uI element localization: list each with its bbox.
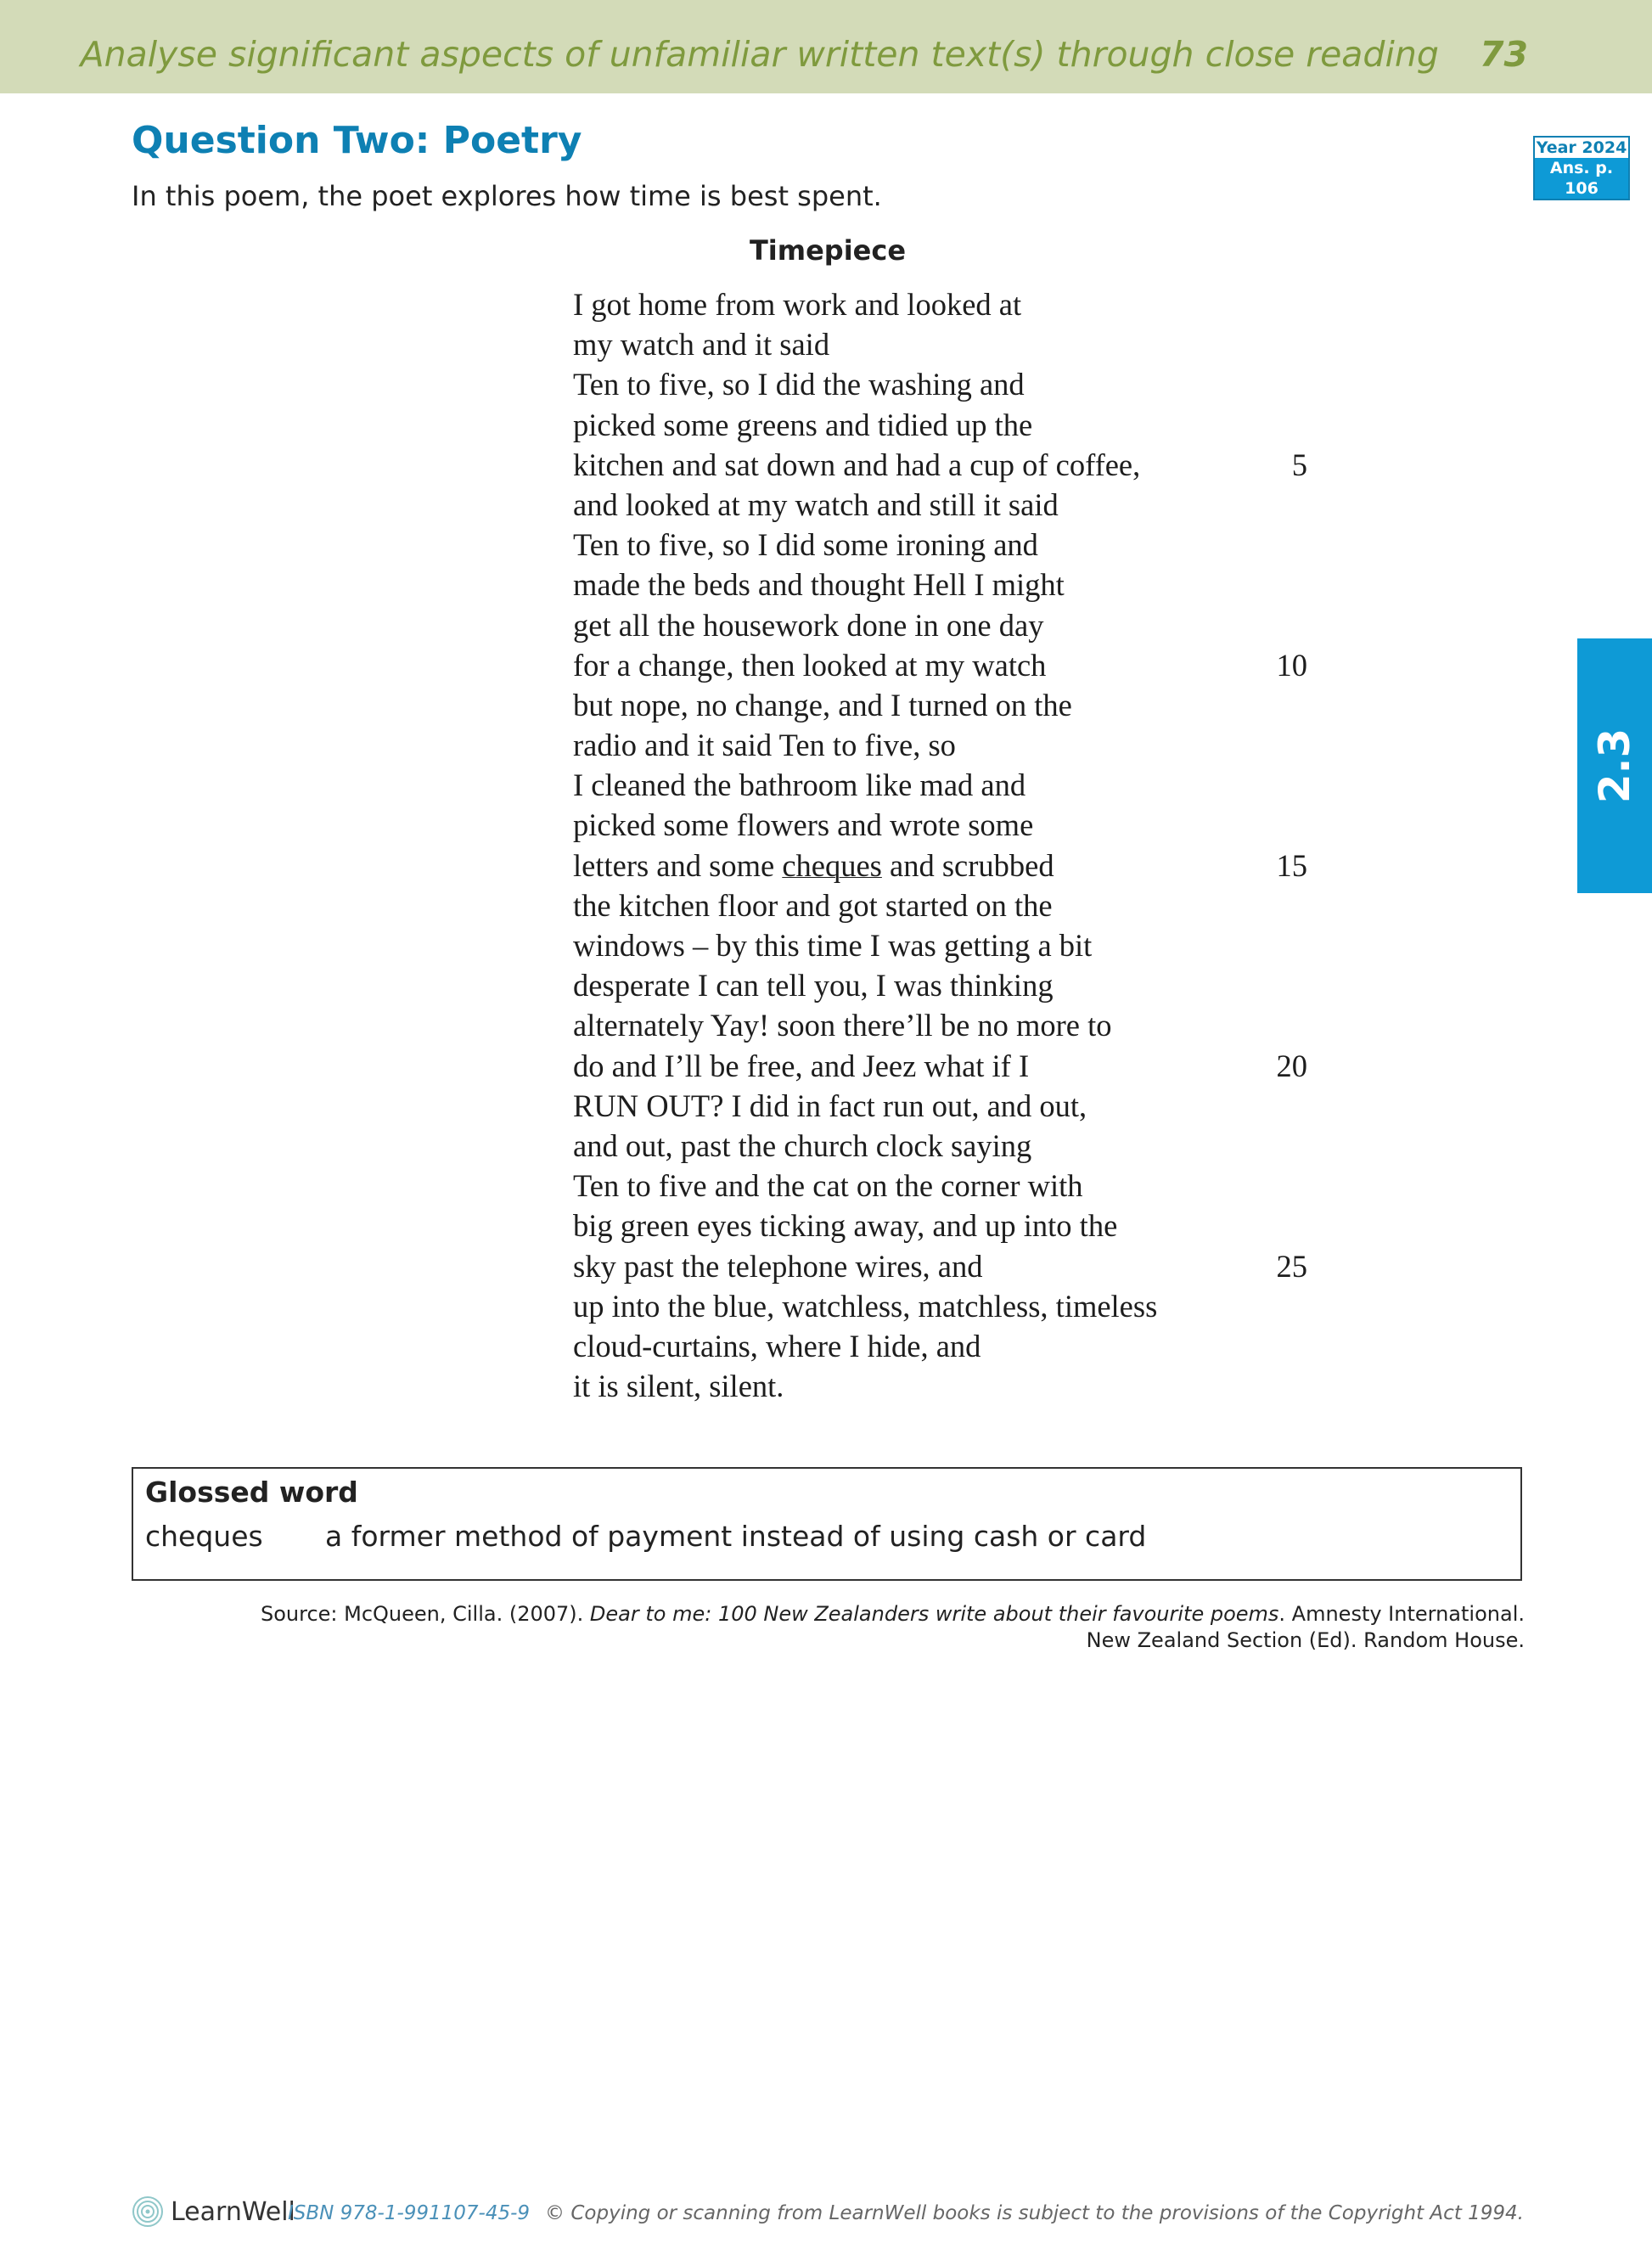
poem-line-number bbox=[1256, 1005, 1307, 1045]
poem-line: but nope, no change, and I turned on the bbox=[573, 687, 1072, 722]
footer-note bbox=[288, 2202, 1524, 2224]
copyright-notice: © Copying or scanning from LearnWell books is subject to the provisions of the Copyright Act 1994. bbox=[545, 2202, 1524, 2224]
poem-line-number bbox=[1256, 605, 1307, 645]
poem-line: RUN OUT? I did in fact run out, and out, bbox=[573, 1088, 1087, 1123]
poem-line: do and I’ll be free, and Jeez what if I bbox=[573, 1048, 1030, 1083]
poem-line-number bbox=[1256, 925, 1307, 965]
source-book-title: Dear to me: 100 New Zealanders write about their favourite poems bbox=[589, 1602, 1279, 1626]
section-tab-label: 2.3 bbox=[1590, 728, 1639, 804]
question-intro: In this poem, the poet explores how time is best spent. bbox=[132, 180, 882, 212]
poem-line-number bbox=[1256, 485, 1307, 525]
source-prefix: Source: McQueen, Cilla. (2007). bbox=[260, 1602, 590, 1626]
poem-line-number bbox=[1256, 1126, 1307, 1166]
page-number: 73 bbox=[1479, 34, 1528, 75]
poem-line: Ten to five, so I did some ironing and bbox=[573, 527, 1038, 563]
poem-line-number bbox=[1256, 364, 1307, 404]
poem-line-number: 10 bbox=[1276, 647, 1307, 683]
poem-line: and out, past the church clock saying bbox=[573, 1127, 1032, 1163]
running-title: Analyse significant aspects of unfamiliar written text(s) through close reading bbox=[80, 34, 1439, 75]
poem-line: it is silent, silent. bbox=[573, 1369, 784, 1404]
isbn: ISBN 978-1-991107-45-9 bbox=[287, 2202, 531, 2224]
poem-line-number: 5 bbox=[1291, 447, 1307, 482]
poem-line: the kitchen floor and got started on the bbox=[573, 887, 1053, 923]
poem-line: radio and it said Ten to five, so bbox=[573, 728, 956, 763]
poem-line-number bbox=[1256, 685, 1307, 725]
poem-line: I cleaned the bathroom like mad and bbox=[573, 767, 1026, 803]
poem-line: up into the blue, watchless, matchless, timeless bbox=[573, 1288, 1158, 1324]
answers-page-label: Ans. p. 106 bbox=[1535, 158, 1628, 199]
poem-line-number bbox=[1256, 284, 1307, 324]
poem-line-number: 15 bbox=[1276, 847, 1307, 883]
poem-line: letters and some cheques and scrubbed bbox=[573, 847, 1054, 883]
poem-line: my watch and it said bbox=[573, 327, 830, 363]
poem-line-number bbox=[1256, 765, 1307, 805]
year-label: Year 2024 bbox=[1536, 138, 1627, 157]
poem-line: cloud-curtains, where I hide, and bbox=[573, 1328, 981, 1363]
source-line2: New Zealand Section (Ed). Random House. bbox=[1086, 1628, 1525, 1652]
poem-line-number bbox=[1256, 324, 1307, 364]
glossed-word-cheques: cheques bbox=[782, 847, 882, 883]
poem-line-number bbox=[1256, 885, 1307, 925]
year-badge bbox=[1533, 136, 1630, 200]
source-citation bbox=[251, 1601, 1525, 1654]
poem-line: windows – by this time I was getting a bit bbox=[573, 928, 1093, 963]
poem-line-number bbox=[1256, 1206, 1307, 1245]
poem-line: for a change, then looked at my watch bbox=[573, 647, 1047, 683]
poem-line-number bbox=[1256, 965, 1307, 1005]
poem-line: kitchen and sat down and had a cup of coffee, bbox=[573, 447, 1141, 482]
poem-line-number bbox=[1256, 1166, 1307, 1206]
poem-line-number bbox=[1256, 805, 1307, 845]
poem-line: get all the housework done in one day bbox=[573, 607, 1044, 643]
page-footer bbox=[132, 2195, 1524, 2229]
poem-line-number bbox=[1256, 725, 1307, 765]
poem-line: big green eyes ticking away, and up into the bbox=[573, 1208, 1118, 1244]
question-title: Question Two: Poetry bbox=[132, 119, 582, 162]
poem-line-number bbox=[1256, 565, 1307, 604]
poem-line: alternately Yay! soon there’ll be no more to bbox=[573, 1008, 1112, 1043]
glossary-word: cheques bbox=[145, 1520, 263, 1553]
line-numbers bbox=[1256, 284, 1307, 1406]
poem-line: picked some flowers and wrote some bbox=[573, 807, 1034, 843]
poem-line: sky past the telephone wires, and bbox=[573, 1248, 983, 1284]
poem-line: made the beds and thought Hell I might bbox=[573, 567, 1065, 603]
poem-line-number bbox=[1256, 405, 1307, 445]
poem-line-number: 20 bbox=[1276, 1048, 1307, 1083]
glossary-heading: Glossed word bbox=[145, 1476, 358, 1509]
poem-line: picked some greens and tidied up the bbox=[573, 407, 1033, 442]
poem-line: I got home from work and looked at bbox=[573, 287, 1022, 322]
section-tab bbox=[1577, 638, 1652, 893]
poem-line: and looked at my watch and still it said bbox=[573, 486, 1059, 522]
logo-text: LearnWell bbox=[171, 2197, 295, 2227]
learnwell-logo-icon bbox=[132, 2195, 164, 2228]
poem-title: Timepiece bbox=[749, 234, 907, 267]
poem-body bbox=[573, 284, 1157, 1406]
source-suffix: . Amnesty International. bbox=[1278, 1602, 1525, 1626]
running-header bbox=[81, 34, 1528, 75]
glossary-definition: a former method of payment instead of using cash or card bbox=[325, 1520, 1147, 1553]
poem-line-number bbox=[1256, 1086, 1307, 1126]
poem-line-number bbox=[1256, 1366, 1307, 1406]
poem-line: desperate I can tell you, I was thinking bbox=[573, 968, 1054, 1004]
poem-line: Ten to five and the cat on the corner with bbox=[573, 1168, 1083, 1204]
poem-line-number: 25 bbox=[1276, 1248, 1307, 1284]
poem-line-number bbox=[1256, 1326, 1307, 1366]
glossary-box bbox=[132, 1467, 1522, 1581]
poem-line-number bbox=[1256, 525, 1307, 565]
poem-line-number bbox=[1256, 1286, 1307, 1326]
poem-line: Ten to five, so I did the washing and bbox=[573, 367, 1025, 402]
